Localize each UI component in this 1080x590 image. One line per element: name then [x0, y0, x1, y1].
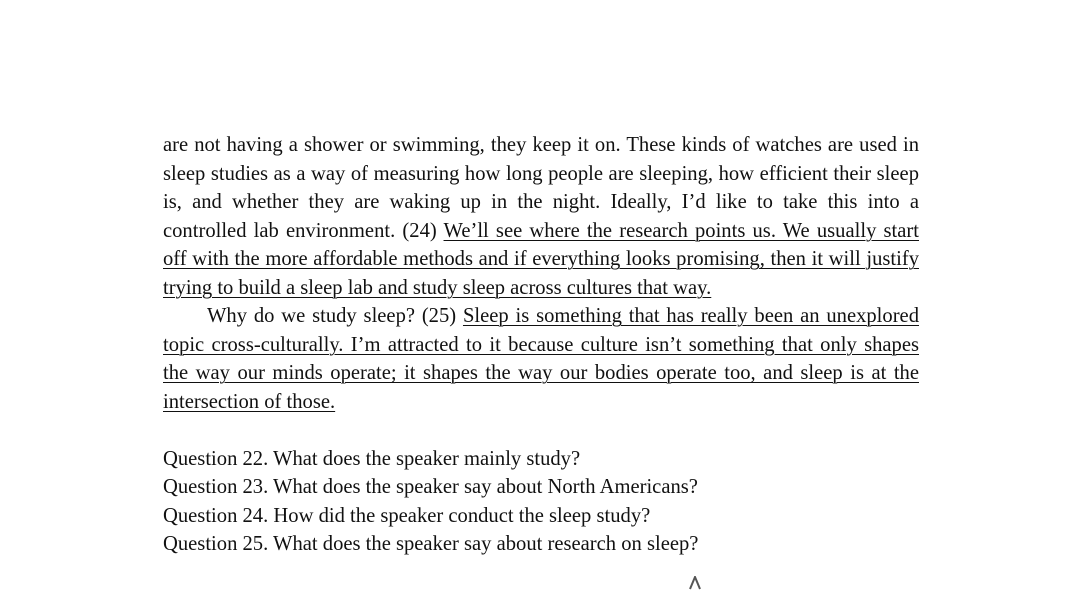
question-22: Question 22. What does the speaker mainly study? — [163, 447, 581, 470]
question-25: Question 25. What does the speaker say about research on sleep? — [163, 533, 699, 555]
answer-24-underlined: We’ll see where the research points us. We usually start off with the more affordable methods and if everything looks promising, then it will justify trying to build a sleep lab and study sleep across cultures that way. — [163, 219, 919, 299]
question-list — [163, 445, 919, 559]
question-24: Question 24. How did the speaker conduct the sleep study? — [163, 504, 651, 527]
paragraph-2-text: Why do we study sleep? (25) — [207, 305, 463, 327]
paragraph-1-text: are not having a shower or swimming, they keep it on. These kinds of watches are used in sleep studies as a way of measuring how long people are sleeping, how efficient their sleep is, and whether they are waking up in the night. Ideally, I’d like to take this into a controlled lab environment. (24) — [163, 134, 919, 242]
answer-25-underlined: Sleep is something that has really been an unexplored topic cross-culturally. I’m attracted to it because culture isn’t something that only shapes the way our minds operate; it shapes the way our bodies operate too, and sleep is at the intersection of those. — [163, 305, 919, 413]
paragraph-2 — [163, 302, 919, 416]
transcript-text — [163, 131, 919, 559]
question-23: Question 23. What does the speaker say about North Americans? — [163, 476, 698, 498]
paragraph-1 — [163, 131, 919, 302]
